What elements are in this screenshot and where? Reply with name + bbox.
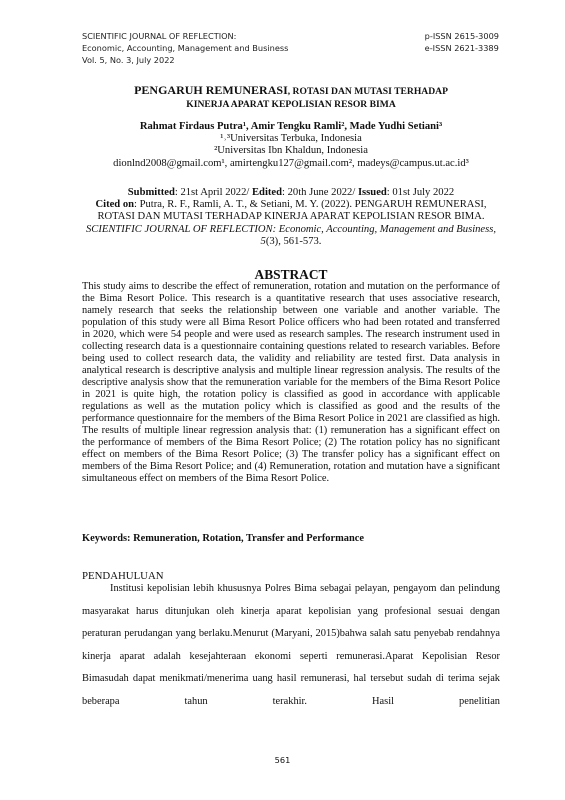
e-issn: e-ISSN 2621-3389 xyxy=(424,43,499,53)
journal-subtitle: Economic, Accounting, Management and Business xyxy=(82,43,289,53)
submitted-label: Submitted xyxy=(127,187,175,198)
title-line2: KINERJA APARAT KEPOLISIAN RESOR BIMA xyxy=(186,99,396,110)
author-block xyxy=(82,121,500,170)
p-issn: p-ISSN 2615-3009 xyxy=(424,31,499,41)
title-rest: , ROTASI DAN MUTASI TERHADAP xyxy=(287,86,448,97)
dates-line xyxy=(82,187,500,199)
journal-name: SCIENTIFIC JOURNAL OF REFLECTION: xyxy=(82,31,237,41)
page-number: 561 xyxy=(274,755,291,765)
paper-title xyxy=(82,84,500,111)
journal-header xyxy=(82,30,288,66)
affiliation-2: ²Universitas Ibn Khaldun, Indonesia xyxy=(214,145,368,157)
section-text: Institusi kepolisian lebih khususnya Polres Bima sebagai pelayan, pengayom dan pelindung masyarakat harus ditunjukan oleh kinerja aparat kepolisian yang profesional sesuai dengan peraturan perudangan yang berlaku.Menurut (Maryani, 2015)bahwa salah satu penyebab rendahnya kinerja aparat adalah kesejahteraan ekonomi seperti remunerasi.Aparat Kepolisian Resor Bimasudah dapat menikmati/menerima uang hasil remunerasi, hal tersebut sudah di terima sejak beberapa tahun terakhir. Hasil penelitian xyxy=(82,583,500,707)
affiliation-1: ¹˒³Universitas Terbuka, Indonesia xyxy=(220,133,362,145)
cited-on xyxy=(82,199,500,248)
author-names: Rahmat Firdaus Putra¹, Amir Tengku Ramli², Made Yudhi Setiani³ xyxy=(139,121,443,132)
edited-label: Edited xyxy=(251,187,283,198)
cited-text: : Putra, R. F., Ramli, A. T., & Setiani, M. Y. (2022). PENGARUH REMUNERASI, ROTASI DAN MUTASI TERHADAP KINERJA APARAT KEPOLISIAN RESOR BIMA. xyxy=(97,199,487,223)
issued-date: : 01st July 2022 xyxy=(386,187,455,198)
abstract-heading: ABSTRACT xyxy=(254,267,328,282)
submitted-date: : 21st April 2022/ xyxy=(174,187,252,198)
cited-journal: SCIENTIFIC JOURNAL OF REFLECTION: Economic, Accounting, Management and Business, 5 xyxy=(85,223,497,247)
cited-tail: (3), 561-573. xyxy=(265,235,322,247)
issn-header xyxy=(425,30,499,54)
section-heading: PENDAHULUAN xyxy=(82,570,164,582)
journal-volume: Vol. 5, No. 3, July 2022 xyxy=(82,55,175,65)
author-emails: dionlnd2008@gmail.com¹, amirtengku127@gmail.com², madeys@campus.ut.ac.id³ xyxy=(113,157,469,169)
section-body xyxy=(82,578,500,714)
cited-label: Cited on xyxy=(95,199,135,211)
edited-date: : 20th June 2022/ xyxy=(282,187,358,198)
keywords: Keywords: Remuneration, Rotation, Transfer and Performance xyxy=(82,533,364,544)
abstract-text: This study aims to describe the effect of remuneration, rotation and mutation on the performance of the Bima Resort Police. This research is a quantitative research that uses associative research, namely research that seeks the relationship between one variable and another variable. The population of this study were all Bima Resort Police officers who had been rotated and transferred in 2020, which were 54 people and were used as research samples. The research instrument used in collecting research data is a questionnaire containing questions related to research variables. Before being used to collect research data, the validity and reliability are tested first. Data analysis in analytical research is descriptive analysis and multiple linear regression analysis. The results of the descriptive analysis show that the remuneration variable for the members of the Bima Resort Police in 2021 is quite high, the rotation policy is classified as good in accordance with applicable regulations as well as the mutation policy which is classified as good and the results of the performance questionnaire for the members of the Bima Resort Police in 2021 are classified as high. The results of multiple linear regression analysis that: (1) remuneration has a significant effect on the performance of members of the Bima Resort Police; (2) The rotation policy has no significant effect on members of the Bima Resort Police; (3) The transfer policy has a significant effect on members of the Bima Resort Police; and (4) Remuneration, rotation and mutation have a significant simultaneous effect on members of the Bima Resort Police. xyxy=(82,281,500,484)
title-main: PENGARUH REMUNERASI xyxy=(134,83,288,97)
citation-block xyxy=(82,187,500,248)
issued-label: Issued xyxy=(357,187,387,198)
